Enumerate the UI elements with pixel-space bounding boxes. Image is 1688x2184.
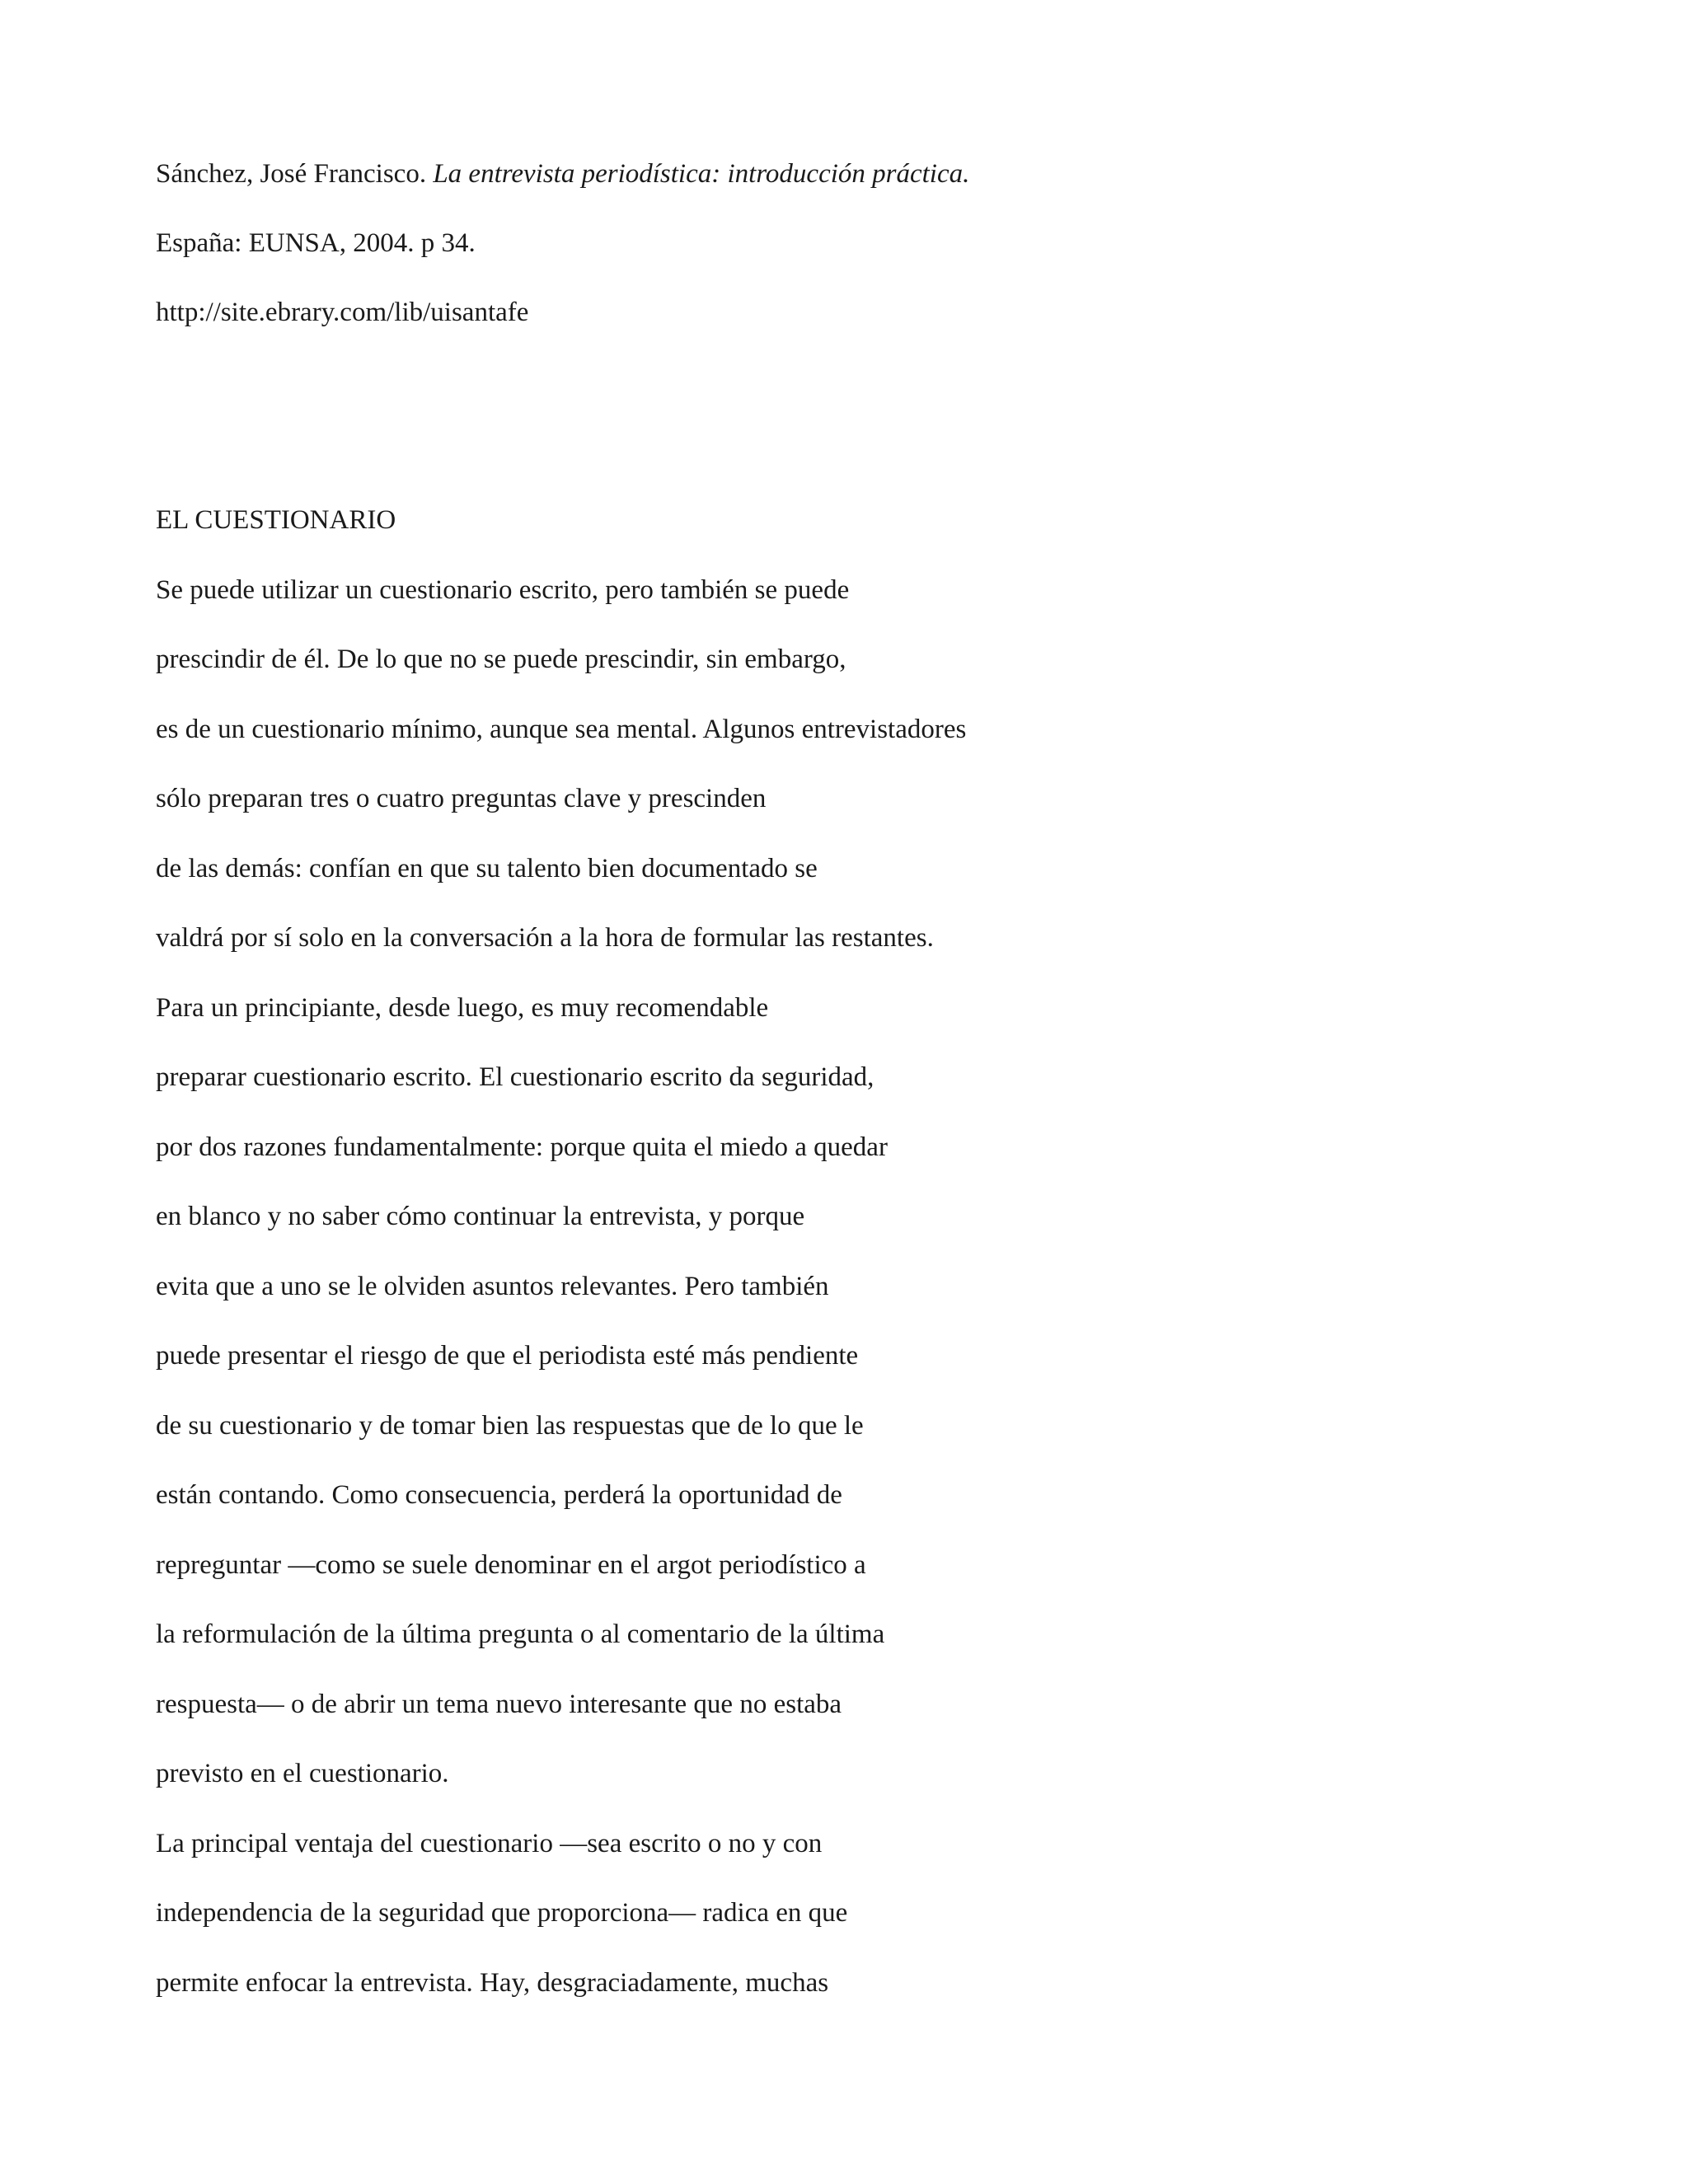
section-heading: EL CUESTIONARIO [156,505,396,535]
citation-publisher: España: EUNSA, 2004. p 34. [156,228,476,258]
text-line: prescindir de él. De lo que no se puede prescindir, sin embargo, [156,644,846,674]
text-line: previsto en el cuestionario. [156,1759,449,1788]
text-line: de las demás: confían en que su talento bien documentado se [156,853,818,883]
text-line: sólo preparan tres o cuatro preguntas clave y prescinden [156,784,767,813]
text-line: puede presentar el riesgo de que el periodista esté más pendiente [156,1341,859,1371]
citation-author-title-line [156,153,1557,223]
text-line: valdrá por sí solo en la conversación a la hora de formular las restantes. [156,923,934,953]
text-line: por dos razones fundamentalmente: porque quita el miedo a quedar [156,1132,888,1162]
body-text [156,499,1557,2032]
text-line: repreguntar —como se suele denominar en el argot periodístico a [156,1549,866,1580]
text-line: independencia de la seguridad que proporciona— radica en que [156,1898,848,1928]
text-line: de su cuestionario y de tomar bien las respuestas que de lo que le [156,1410,864,1441]
text-line: es de un cuestionario mínimo, aunque sea mental. Algunos entrevistadores [156,714,967,744]
text-line: evita que a uno se le olviden asuntos relevantes. Pero también [156,1271,829,1301]
text-line: la reformulación de la última pregunta o al comentario de la última [156,1619,885,1649]
text-line: respuesta— o de abrir un tema nuevo interesante que no estaba [156,1689,842,1719]
citation-author: Sánchez, José Francisco. [156,159,434,189]
citation-title: La entrevista periodística: introducción práctica. [433,159,970,189]
text-line: permite enfocar la entrevista. Hay, desgraciadamente, muchas [156,1967,829,1998]
text-line: Para un principiante, desde luego, es muy recomendable [156,992,769,1023]
citation-url: http://site.ebrary.com/lib/uisantafe [156,298,529,327]
text-line: Se puede utilizar un cuestionario escrito, pero también se puede [156,574,850,605]
text-line: están contando. Como consecuencia, perderá la oportunidad de [156,1480,842,1510]
text-line: La principal ventaja del cuestionario —sea escrito o no y con [156,1828,823,1858]
text-line: preparar cuestionario escrito. El cuestionario escrito da seguridad, [156,1062,874,1092]
text-line: en blanco y no saber cómo continuar la entrevista, y porque [156,1202,805,1231]
citation-block [156,153,1557,361]
